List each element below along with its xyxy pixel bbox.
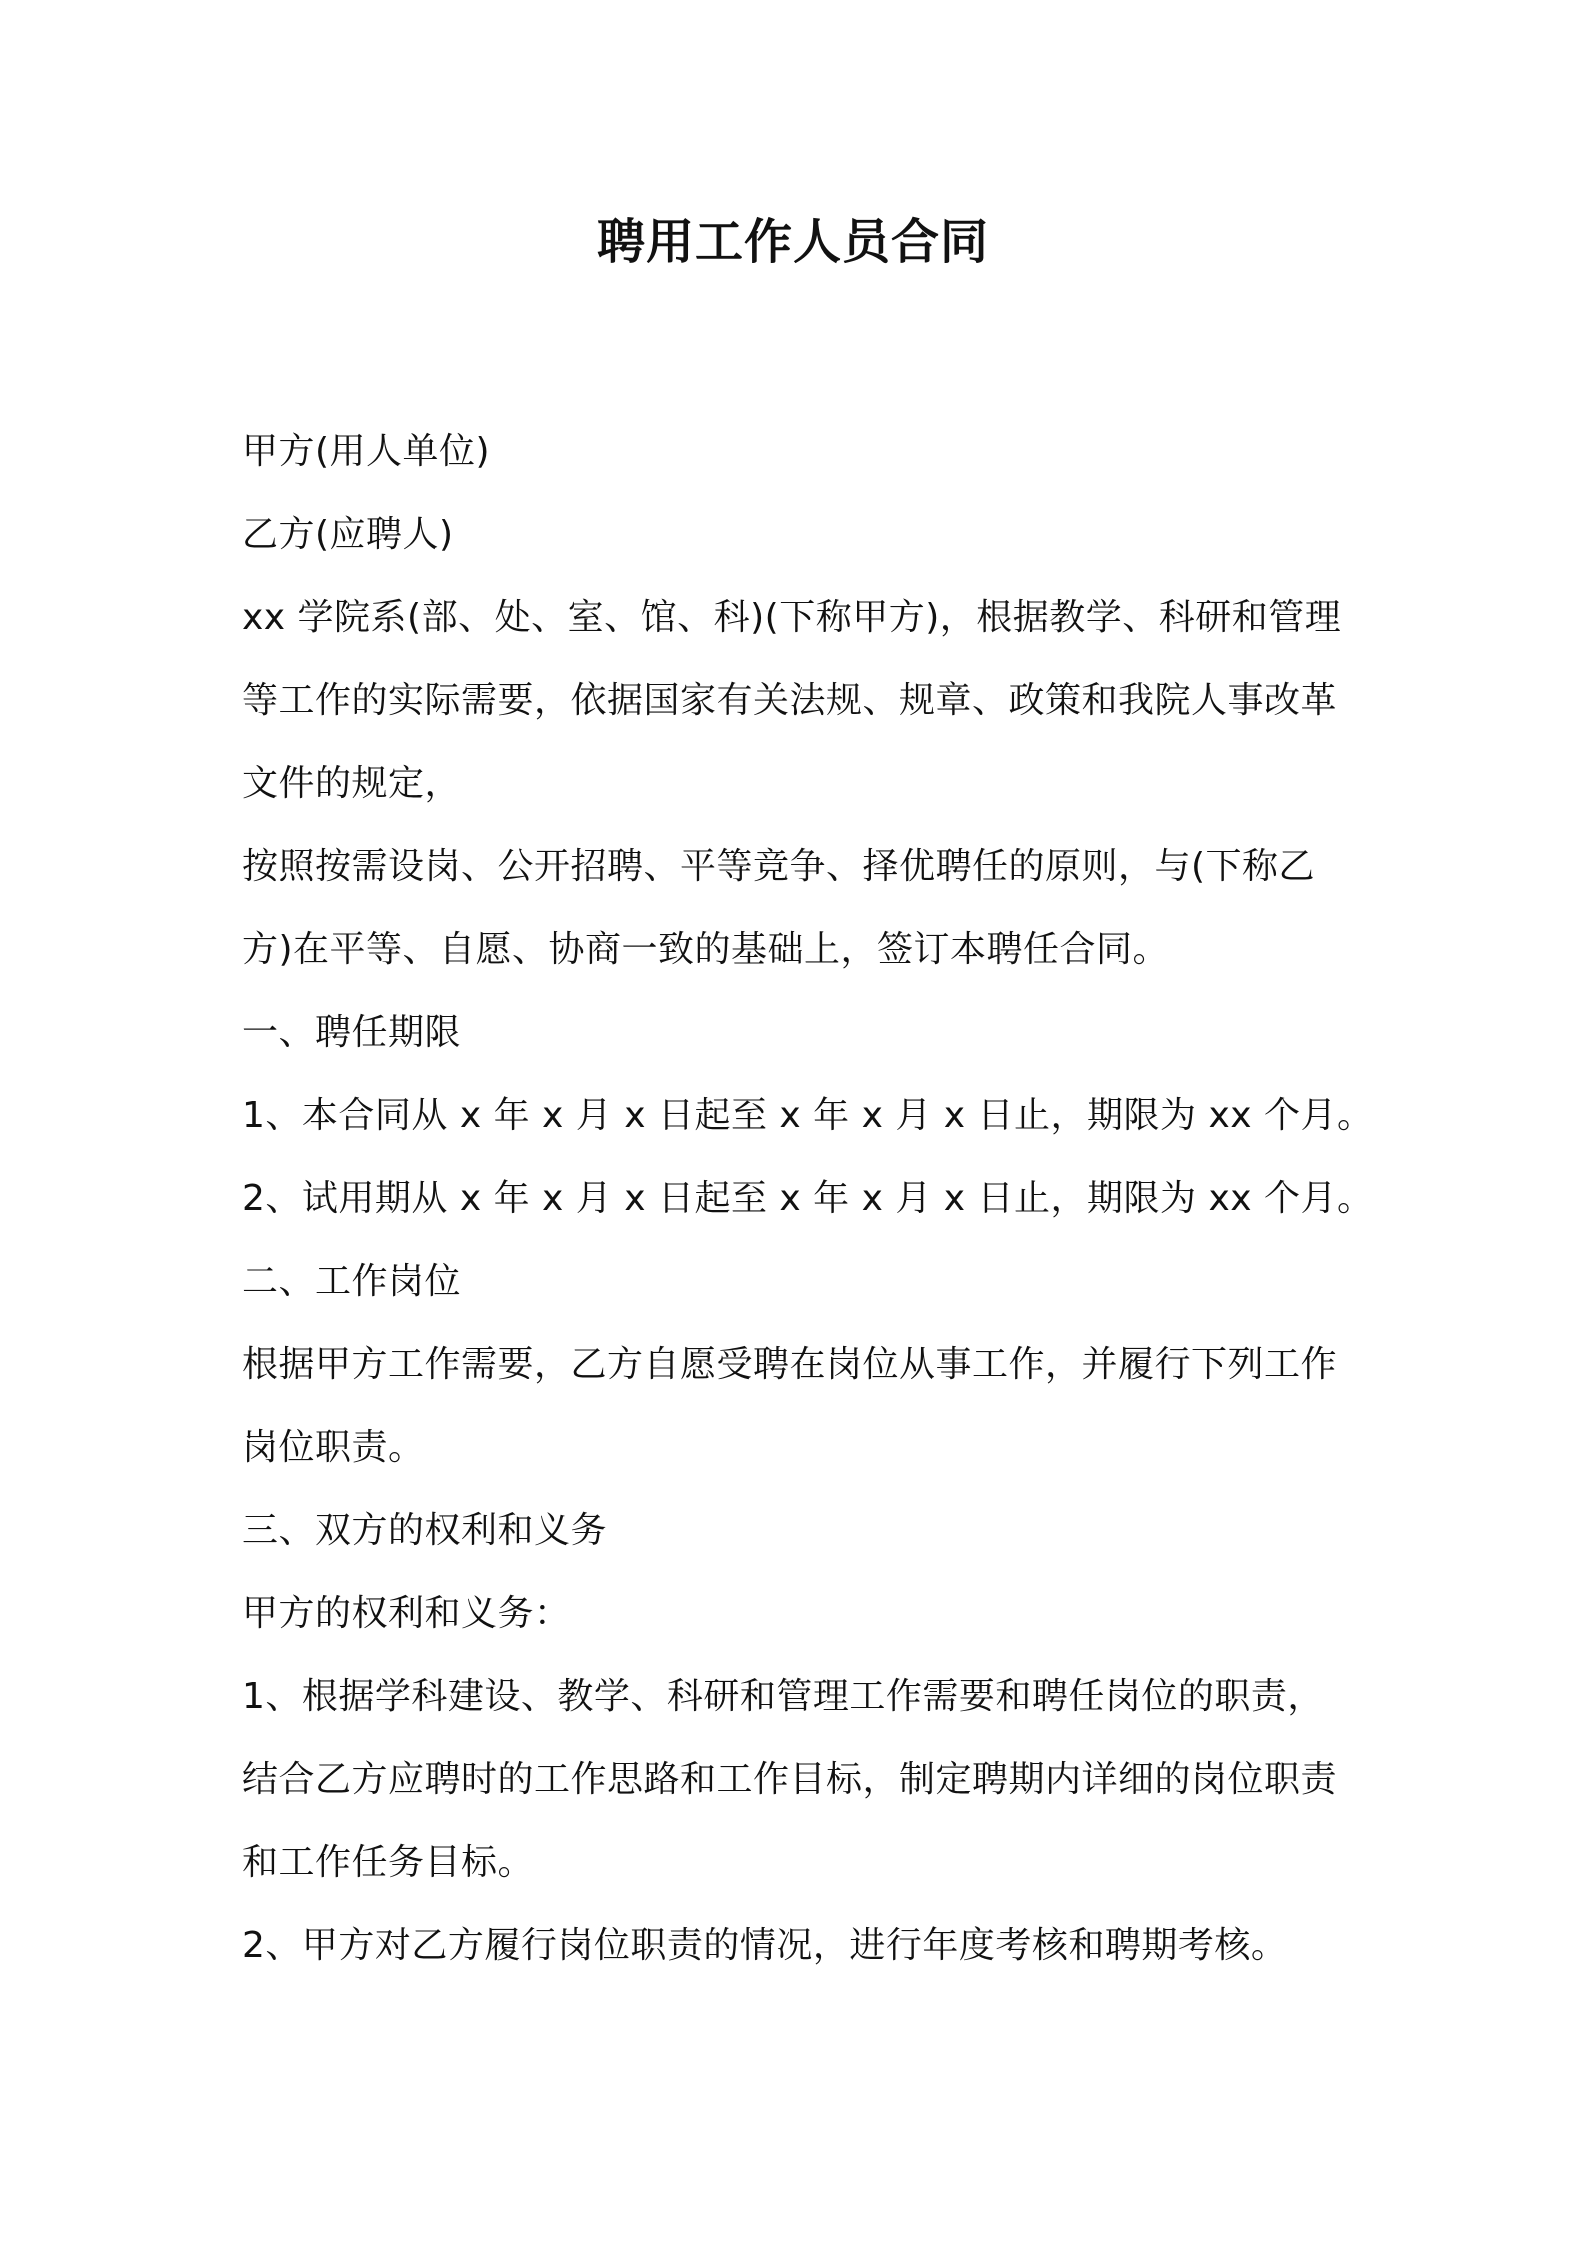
section-heading-rights: 三、双方的权利和义务 [242,1510,608,1551]
text-line: 等工作的实际需要，依据国家有关法规、规章、政策和我院人事改革 [242,680,1338,721]
section-heading-position: 二、工作岗位 [242,1261,462,1302]
text-line-party-b: 乙方(应聘人) [242,514,454,555]
document-title: 聘用工作人员合同 [596,214,989,270]
text-line: 1、根据学科建设、教学、科研和管理工作需要和聘任岗位的职责， [242,1676,1324,1717]
text-line: 2、试用期从 x 年 x 月 x 日起至 x 年 x 月 x 日止，期限为 xx 个月。 [242,1178,1374,1219]
text-line: 和工作任务目标。 [242,1842,535,1883]
text-line: 2、甲方对乙方履行岗位职责的情况，进行年度考核和聘期考核。 [242,1925,1288,1966]
section-heading-term: 一、聘任期限 [242,1012,462,1053]
text-line: 方)在平等、自愿、协商一致的基础上，签订本聘任合同。 [242,929,1170,970]
text-line: 岗位职责。 [242,1427,425,1468]
document-body [242,410,1374,1987]
text-line: 根据甲方工作需要，乙方自愿受聘在岗位从事工作，并履行下列工作 [242,1344,1338,1385]
text-line-party-a: 甲方(用人单位) [242,431,491,472]
text-line: 按照按需设岗、公开招聘、平等竞争、择优聘任的原则，与(下称乙 [242,846,1316,887]
text-line: 1、本合同从 x 年 x 月 x 日起至 x 年 x 月 x 日止，期限为 xx 个月。 [242,1095,1374,1136]
text-line: 结合乙方应聘时的工作思路和工作目标，制定聘期内详细的岗位职责 [242,1759,1338,1800]
text-line: 文件的规定， [242,763,462,804]
text-line: 甲方的权利和义务： [242,1593,571,1634]
text-line: xx 学院系(部、处、室、馆、科)(下称甲方)，根据教学、科研和管理 [242,597,1342,638]
